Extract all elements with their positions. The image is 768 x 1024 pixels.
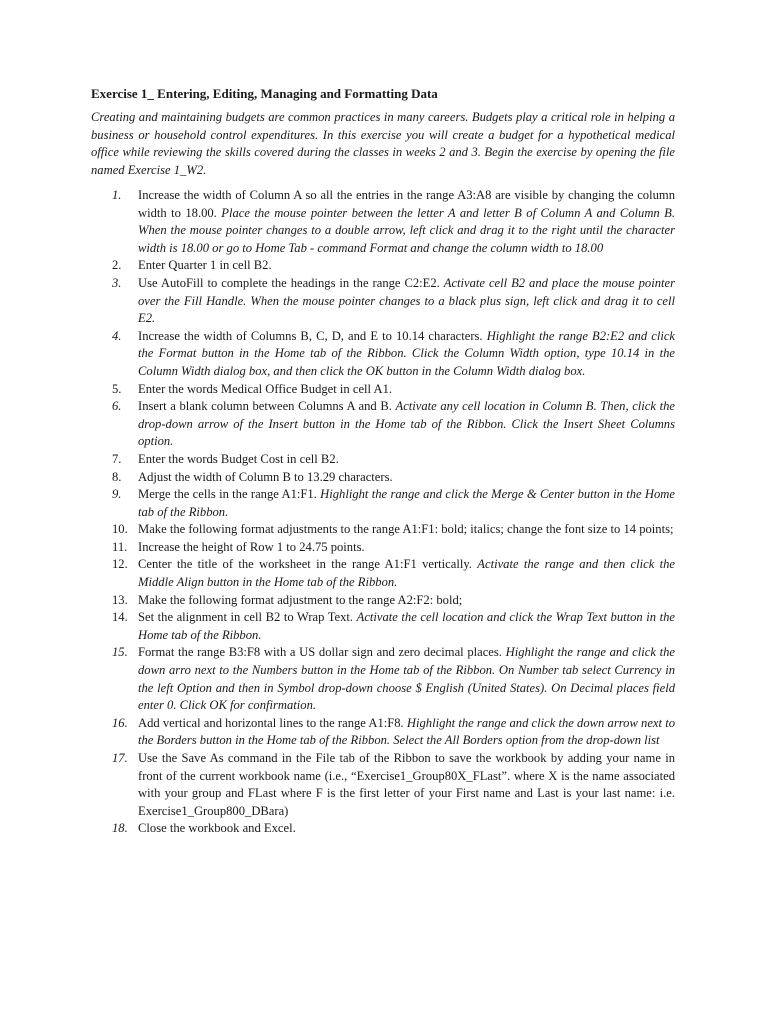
step-number: 10.	[112, 522, 128, 537]
step-number: 16.	[112, 715, 128, 730]
step-number: 18.	[112, 821, 128, 836]
step-hint: Place the mouse pointer between the letter A and letter B of Column A and Column B. When the mouse pointer changes to a double arrow, left click and drag it to the right until the character width is 18.00 or go to Home Tab - command Format and change the column width to 18.00	[138, 205, 675, 255]
step-number: 2.	[112, 258, 122, 273]
step-text: Use the Save As command in the File tab of the Ribbon to save the workbook by adding your name in front of the current workbook name (i.e., “Exercise1_Group80X_FLast”. where X is the name associated with your group and FLast where F is the first letter of your First name and Last is your last name: i.e. Exercise1_Group800_DBara)	[138, 751, 675, 818]
step-text: Enter the words Budget Cost in cell B2.	[138, 451, 339, 466]
step-hint: Highlight the range and click the Merge & Center button in the Home tab of the Ribbon.	[138, 487, 675, 519]
step-text: Use AutoFill to complete the headings in the range C2:E2.	[138, 275, 444, 290]
step-number: 12.	[112, 557, 128, 572]
step-number: 15.	[112, 645, 128, 660]
step-text: Add vertical and horizontal lines to the range A1:F8.	[138, 715, 407, 730]
list-item	[91, 275, 675, 328]
step-text: Increase the width of Columns B, C, D, and E to 10.14 characters.	[138, 328, 487, 343]
list-item	[91, 715, 675, 750]
list-item	[91, 381, 675, 399]
list-item	[91, 644, 675, 714]
step-number: 13.	[112, 592, 128, 607]
step-text: Merge the cells in the range A1:F1.	[138, 487, 321, 502]
list-item	[91, 469, 675, 487]
list-item	[91, 592, 675, 610]
step-hint: Activate the cell location and click the Wrap Text button in the Home tab of the Ribbon.	[138, 610, 676, 642]
step-text: Format the range B3:F8 with a US dollar sign and zero decimal places.	[138, 645, 506, 660]
list-item	[91, 820, 675, 838]
list-item	[91, 539, 675, 557]
step-hint: Highlight the range and click the down arrow next to the Borders button in the Home tab of the Ribbon. Select the All Borders option from the drop-down list	[138, 715, 675, 748]
step-number: 11.	[112, 539, 128, 554]
list-item	[91, 187, 675, 257]
step-text: Make the following format adjustment to the range A2:F2: bold;	[138, 592, 463, 607]
list-item	[91, 257, 675, 275]
step-text: Make the following format adjustments to the range A1:F1: bold; italics; change the font size to 14 points;	[138, 522, 674, 537]
step-number: 8.	[112, 469, 122, 484]
step-hint: Highlight the range B2:E2 and click the Format button in the Home tab of the Ribbon. Click the Column Width option, type 10.14 in the Column Width dialog box, and then click the OK button in the Column Width dialog box.	[138, 328, 676, 378]
step-text: Increase the height of Row 1 to 24.75 points.	[138, 539, 365, 554]
exercise-title: Exercise 1_ Entering, Editing, Managing and Formatting Data	[91, 86, 438, 101]
step-number: 4.	[112, 328, 122, 343]
list-item	[91, 521, 675, 539]
steps-list	[91, 187, 675, 838]
step-number: 7.	[112, 451, 122, 466]
step-number: 6.	[112, 399, 122, 414]
step-number: 3.	[112, 275, 122, 290]
step-text: Enter Quarter 1 in cell B2.	[138, 258, 272, 273]
list-item	[91, 451, 675, 469]
step-text: Increase the width of Column A so all the entries in the range A3:A8 are visible by changing the column width to 18.00.	[138, 188, 675, 220]
list-item	[91, 750, 675, 820]
step-number: 14.	[112, 610, 128, 625]
list-item	[91, 328, 675, 381]
step-text: Set the alignment in cell B2 to Wrap Text.	[138, 610, 357, 625]
list-item	[91, 398, 675, 451]
step-text: Adjust the width of Column B to 13.29 characters.	[138, 469, 393, 484]
step-text: Enter the words Medical Office Budget in cell A1.	[138, 381, 393, 396]
intro-paragraph: Creating and maintaining budgets are common practices in many careers. Budgets play a critical role in helping a business or household control expenditures. In this exercise you will create a budget for a hypothetical medical office while reviewing the skills covered during the classes in weeks 2 and 3. Begin the exercise by opening the file named Exercise 1_W2.	[91, 110, 675, 177]
step-text: Close the workbook and Excel.	[138, 821, 296, 836]
list-item	[91, 486, 675, 521]
step-text: Center the title of the worksheet in the range A1:F1 vertically.	[138, 557, 478, 572]
list-item	[91, 556, 675, 591]
step-number: 9.	[112, 487, 122, 502]
step-number: 1.	[112, 188, 122, 202]
step-hint: Activate the range and then click the Middle Align button in the Home tab of the Ribbon.	[138, 557, 675, 590]
step-number: 17.	[112, 751, 128, 765]
step-hint: Highlight the range and click the down arro next to the Numbers button in the Home tab of the Ribbon. On Number tab select Currency in the left Option and then in Symbol drop-down choose $ English (United States). On Decimal places field enter 0. Click OK for confirmation.	[138, 645, 675, 713]
step-number: 5.	[112, 381, 122, 396]
step-hint: Activate any cell location in Column B. Then, click the drop-down arrow of the Insert button in the Home tab of the Ribbon. Click the Insert Sheet Columns option.	[138, 399, 675, 449]
list-item	[91, 609, 675, 644]
step-hint: Activate cell B2 and place the mouse pointer over the Fill Handle. When the mouse pointer changes to a black plus sign, left click and drag it to cell E2.	[138, 275, 675, 326]
step-text: Insert a blank column between Columns A and B.	[138, 399, 396, 414]
